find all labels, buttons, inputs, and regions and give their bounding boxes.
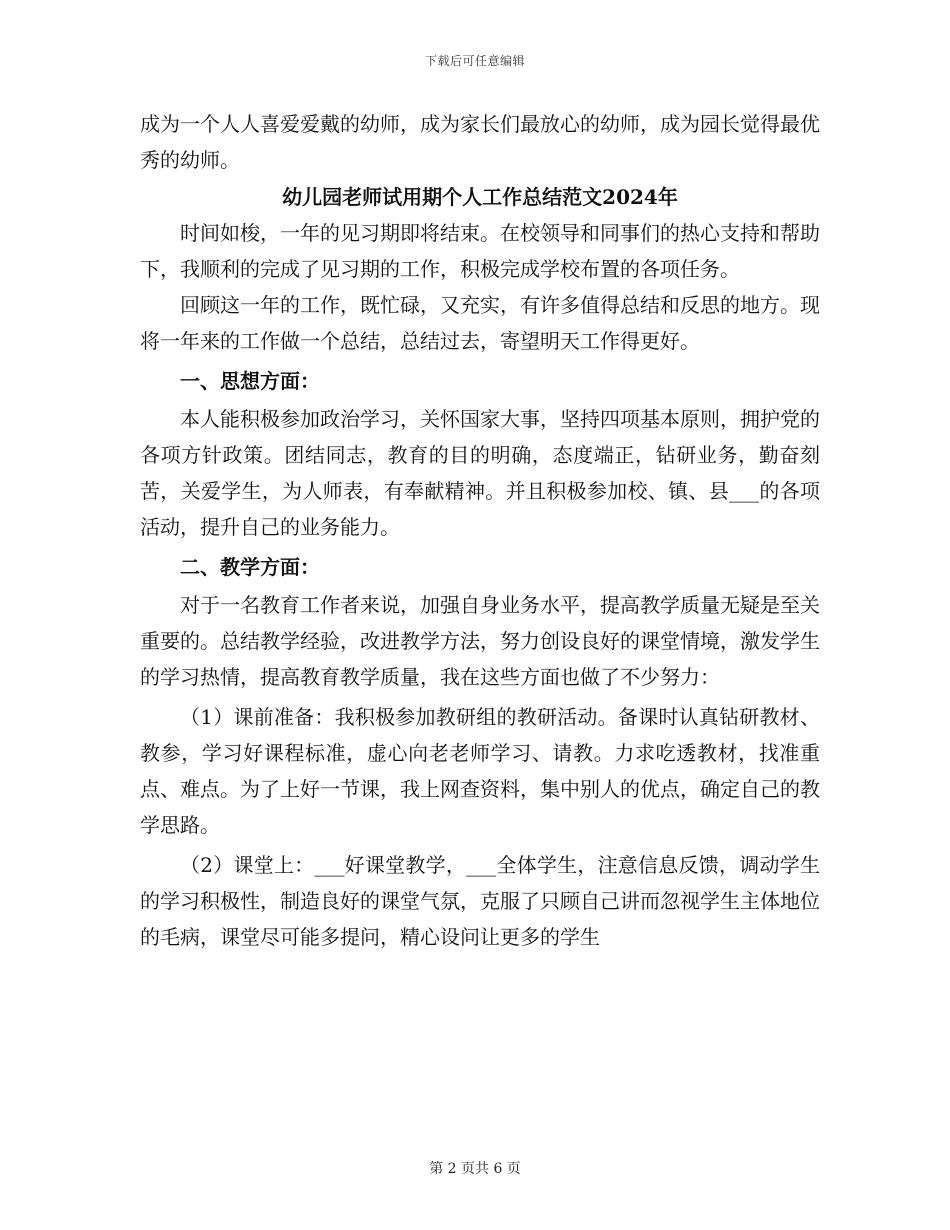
paragraph-classroom: （2）课堂上：___好课堂教学，___全体学生，注意信息反馈，调动学生的学习积极性，制造良好的课堂气氛，克服了只顾自己讲而忽视学生主体地位的毛病，课堂尽可能多提问，精心设问让更多的学生 (140, 853, 820, 949)
paragraph-thought: 本人能积极参加政治学习，关怀国家大事，坚持四项基本原则，拥护党的各项方针政策。团结同志，教育的目的明确，态度端正，钻研业务，勤奋刻苦，关爱学生，为人师表，有奉献精神。并且积极参加校、镇、县___的各项活动，提升自己的业务能力。 (140, 407, 820, 539)
paragraph-teaching: 对于一名教育工作者来说，加强自身业务水平，提高教学质量无疑是至关重要的。总结教学经验，改进教学方法，努力创设良好的课堂情境，激发学生的学习热情，提高教育教学质量，我在这些方面也做了不少努力： (140, 593, 820, 689)
section-heading-thought: 一、思想方面： (180, 369, 320, 393)
document-title: 幼儿园老师试用期个人工作总结范文2024年 (282, 185, 678, 209)
section-heading-teaching: 二、教学方面： (180, 555, 320, 579)
paragraph-preparation: （1）课前准备：我积极参加教研组的教研活动。备课时认真钻研教材、教参，学习好课程标准，虚心向老老师学习、请教。力求吃透教材，找准重点、难点。为了上好一节课，我上网查资料，集中别人的优点，确定自己的教学思路。 (140, 705, 820, 837)
paragraph-intro: 时间如梭，一年的见习期即将结束。在校领导和同事们的热心支持和帮助下，我顺利的完成了见习期的工作，积极完成学校布置的各项任务。 (140, 221, 820, 281)
page-number-footer: 第 2 页共 6 页 (429, 1161, 521, 1177)
paragraph-continuation: 成为一个人人喜爱爱戴的幼师，成为家长们最放心的幼师，成为园长觉得最优秀的幼师。 (140, 112, 820, 172)
document-body (140, 106, 820, 955)
paragraph-review: 回顾这一年的工作，既忙碌，又充实，有许多值得总结和反思的地方。现将一年来的工作做一个总结，总结过去，寄望明天工作得更好。 (140, 293, 820, 353)
page-header: 下载后可任意编辑 (424, 54, 525, 68)
